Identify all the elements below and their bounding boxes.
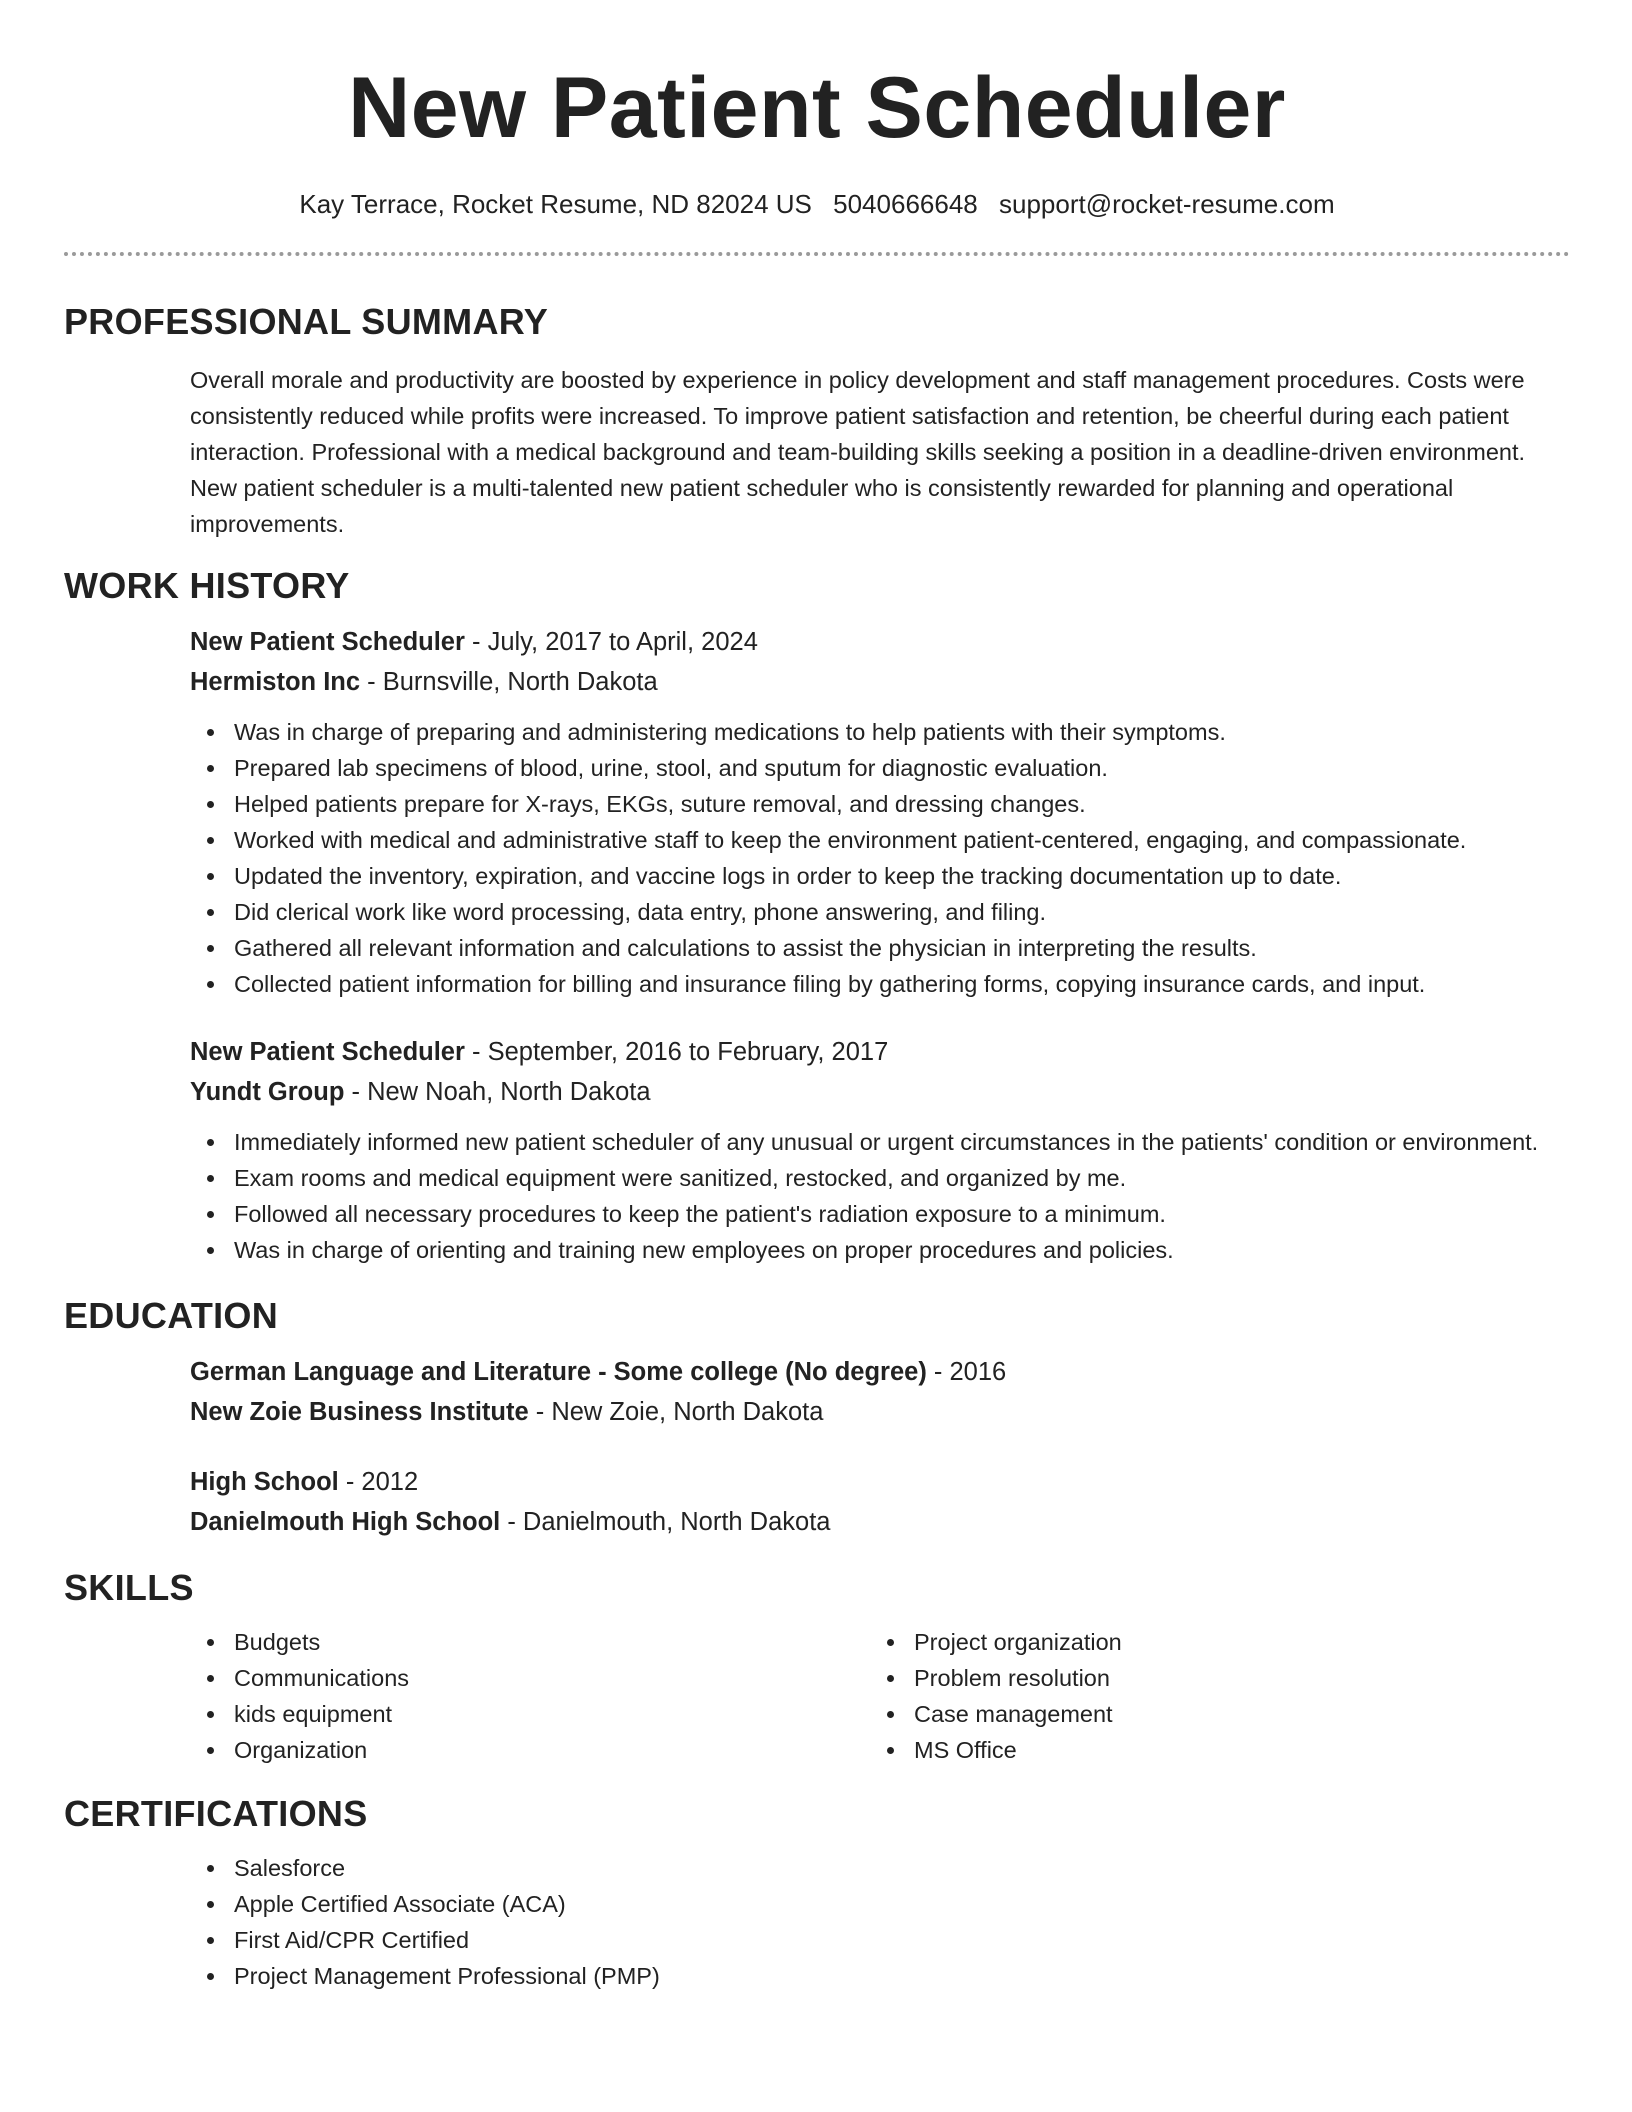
list-item: Worked with medical and administrative staff to keep the environment patient-centered, engaging, and compassionate.: [190, 822, 1570, 858]
job-entry: [190, 622, 1570, 1002]
certification-item: Apple Certified Associate (ACA): [190, 1886, 1570, 1922]
list-item: Collected patient information for billing and insurance filing by gathering forms, copying insurance cards, and input.: [190, 966, 1570, 1002]
list-item: Immediately informed new patient scheduler of any unusual or urgent circumstances in the patients' condition or environment.: [190, 1124, 1570, 1160]
header-divider: [64, 252, 1570, 256]
education-location: - New Zoie, North Dakota: [528, 1398, 824, 1426]
list-item: Followed all necessary procedures to keep the patient's radiation exposure to a minimum.: [190, 1196, 1570, 1232]
skills-list-right: [870, 1624, 1550, 1768]
job-duties-list: [190, 714, 1570, 1002]
education-year: - 2012: [338, 1468, 419, 1496]
certification-item: Project Management Professional (PMP): [190, 1958, 1570, 1994]
job-title-line: [190, 622, 1570, 662]
job-company: Yundt Group: [190, 1078, 345, 1106]
list-item: Prepared lab specimens of blood, urine, stool, and sputum for diagnostic evaluation.: [190, 750, 1570, 786]
job-company: Hermiston Inc: [190, 668, 361, 696]
skill-item: Communications: [190, 1660, 870, 1696]
skill-item: Problem resolution: [870, 1660, 1550, 1696]
skill-item: Case management: [870, 1696, 1550, 1732]
education-degree-line: [190, 1352, 1570, 1392]
summary-text: Overall morale and productivity are boosted by experience in policy development and staff management procedures. Costs were consistently reduced while profits were increased. To improve patient satisfaction and retention, be cheerful during each patient interaction. Professional with a medical background and team-building skills seeking a position in a deadline-driven environment. New patient scheduler is a multi-talented new patient scheduler who is consistently rewarded for planning and operational improvements.: [190, 367, 1526, 537]
education-entry: [190, 1352, 1570, 1432]
contact-phone: 5040666648: [833, 189, 978, 219]
list-item: Was in charge of preparing and administering medications to help patients with their symptoms.: [190, 714, 1570, 750]
list-item: Updated the inventory, expiration, and vaccine logs in order to keep the tracking documentation up to date.: [190, 858, 1570, 894]
list-item: Gathered all relevant information and calculations to assist the physician in interpreting the results.: [190, 930, 1570, 966]
skill-item: Organization: [190, 1732, 870, 1768]
summary-section: [190, 362, 1570, 542]
education-location: - Danielmouth, North Dakota: [500, 1508, 831, 1536]
education-heading: EDUCATION: [64, 1295, 279, 1336]
education-entry: [190, 1462, 1570, 1542]
education-school-line: [190, 1502, 1570, 1542]
job-dates: - September, 2016 to February, 2017: [464, 1038, 889, 1066]
skill-item: MS Office: [870, 1732, 1550, 1768]
certifications-section: [190, 1850, 1570, 1994]
job-location: - New Noah, North Dakota: [344, 1078, 651, 1106]
work-history-heading: WORK HISTORY: [64, 565, 350, 606]
skills-heading: SKILLS: [64, 1567, 194, 1608]
education-year: - 2016: [926, 1358, 1007, 1386]
education-degree-line: [190, 1462, 1570, 1502]
certifications-list: [190, 1850, 1570, 1994]
list-item: Did clerical work like word processing, data entry, phone answering, and filing.: [190, 894, 1570, 930]
job-entry: [190, 1032, 1570, 1268]
contact-email: support@rocket-resume.com: [998, 189, 1335, 219]
job-duties-list: [190, 1124, 1570, 1268]
skills-list-left: [190, 1624, 870, 1768]
skills-grid: [190, 1624, 1570, 1768]
resume-page: [64, 0, 1570, 1994]
skill-item: Project organization: [870, 1624, 1550, 1660]
job-company-line: [190, 662, 1570, 702]
list-item: Exam rooms and medical equipment were sanitized, restocked, and organized by me.: [190, 1160, 1570, 1196]
resume-name: New Patient Scheduler: [348, 60, 1286, 156]
summary-heading: PROFESSIONAL SUMMARY: [64, 301, 549, 342]
certification-item: Salesforce: [190, 1850, 1570, 1886]
job-dates: - July, 2017 to April, 2024: [464, 628, 758, 656]
education-degree: German Language and Literature - Some college (No degree): [190, 1358, 927, 1386]
job-role: New Patient Scheduler: [190, 628, 465, 656]
list-item: Helped patients prepare for X-rays, EKGs, suture removal, and dressing changes.: [190, 786, 1570, 822]
contact-line: [64, 186, 1570, 222]
certifications-heading: CERTIFICATIONS: [64, 1793, 368, 1834]
job-role: New Patient Scheduler: [190, 1038, 465, 1066]
education-school: New Zoie Business Institute: [190, 1398, 529, 1426]
education-degree: High School: [190, 1468, 339, 1496]
job-title-line: [190, 1032, 1570, 1072]
list-item: Was in charge of orienting and training new employees on proper procedures and policies.: [190, 1232, 1570, 1268]
job-company-line: [190, 1072, 1570, 1112]
skill-item: kids equipment: [190, 1696, 870, 1732]
job-location: - Burnsville, North Dakota: [360, 668, 658, 696]
education-school: Danielmouth High School: [190, 1508, 501, 1536]
contact-address: Kay Terrace, Rocket Resume, ND 82024 US: [299, 189, 812, 219]
certification-item: First Aid/CPR Certified: [190, 1922, 1570, 1958]
skill-item: Budgets: [190, 1624, 870, 1660]
education-school-line: [190, 1392, 1570, 1432]
